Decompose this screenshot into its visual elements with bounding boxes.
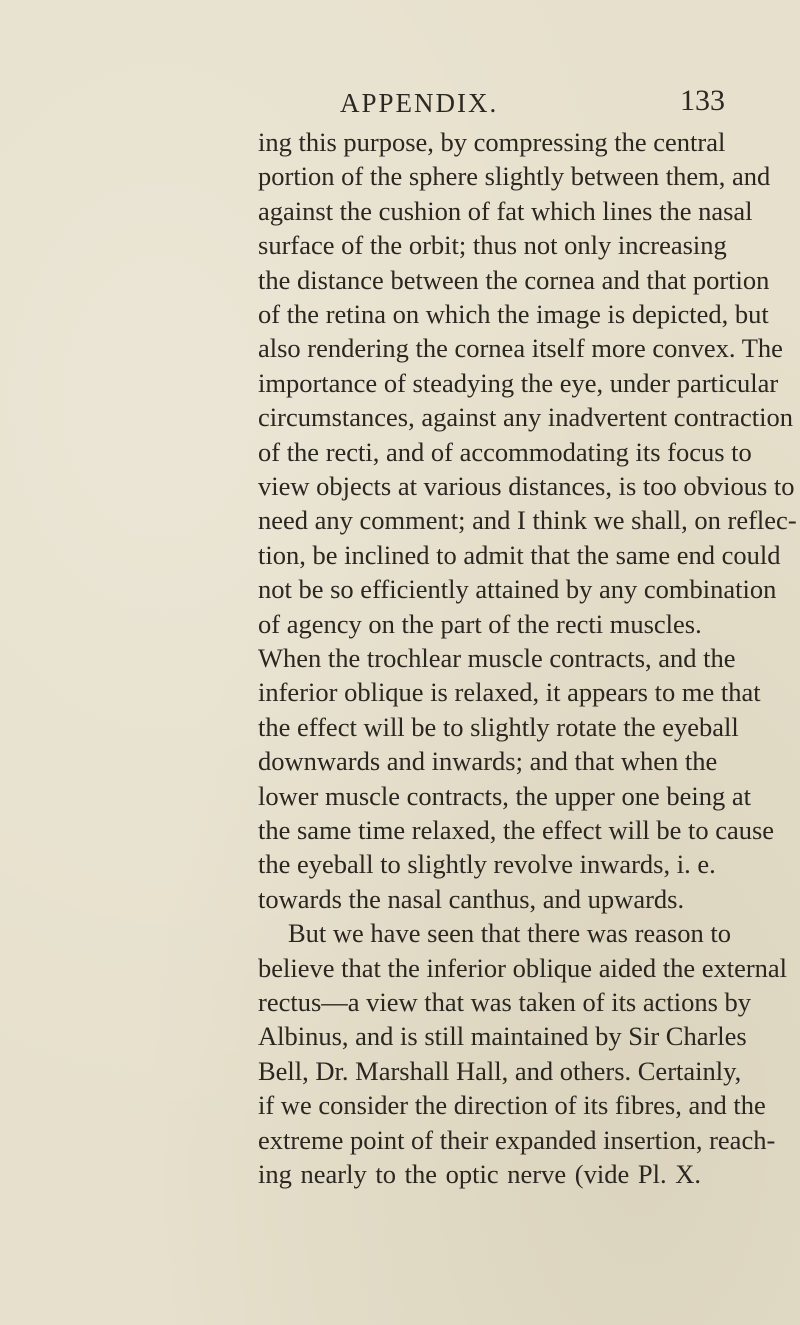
- text-line: not be so efficiently attained by any combination: [258, 574, 777, 605]
- text-line: view objects at various distances, is too obvious to: [258, 471, 795, 501]
- text-line: the same time relaxed, the effect will be to cause: [258, 815, 775, 845]
- text-line: importance of steadying the eye, under particular: [258, 367, 779, 398]
- text-line: towards the nasal canthus, and upwards.: [258, 883, 685, 914]
- text-line: believe that the inferior oblique aided the external: [258, 952, 788, 983]
- text-line: if we consider the direction of its fibres, and the: [258, 1090, 766, 1121]
- text-line: need any comment; and I think we shall, on reflec-: [258, 505, 797, 536]
- text-line: surface of the orbit; thus not only increasing: [258, 230, 727, 261]
- text-line: the distance between the cornea and that portion: [258, 264, 770, 295]
- text-line: also rendering the cornea itself more convex. The: [258, 333, 783, 364]
- text-line: downwards and inwards; and that when the: [258, 746, 718, 777]
- text-line: ing nearly to the optic nerve (vide Pl. X.: [258, 1159, 701, 1189]
- running-head: APPENDIX.: [340, 88, 499, 118]
- text-line: inferior oblique is relaxed, it appears to me that: [258, 677, 761, 708]
- text-line: against the cushion of fat which lines the nasal: [258, 195, 753, 226]
- text-line: the eyeball to slightly revolve inwards, i. e.: [258, 849, 716, 880]
- text-line: portion of the sphere slightly between them, and: [258, 161, 771, 192]
- text-line: When the trochlear muscle contracts, and the: [258, 643, 736, 673]
- text-line: Bell, Dr. Marshall Hall, and others. Certainly,: [258, 1055, 742, 1086]
- text-line: of agency on the part of the recti muscles.: [258, 608, 702, 639]
- text-line: rectus—a view that was taken of its actions by: [258, 987, 752, 1017]
- text-line: circumstances, against any inadvertent contraction: [258, 402, 793, 433]
- text-line: tion, be inclined to admit that the same end could: [258, 539, 781, 570]
- text-line: Albinus, and is still maintained by Sir Charles: [258, 1021, 747, 1052]
- text-line: extreme point of their expanded insertion, reach-: [258, 1124, 776, 1155]
- text-line: But we have seen that there was reason to: [288, 918, 731, 949]
- page-number: 133: [680, 84, 725, 117]
- text-line: ing this purpose, by compressing the central: [258, 127, 726, 157]
- text-line: of the retina on which the image is depicted, but: [258, 299, 769, 329]
- text-line: the effect will be to slightly rotate the eyeball: [258, 711, 739, 742]
- text-line: of the recti, and of accommodating its focus to: [258, 436, 752, 467]
- text-line: lower muscle contracts, the upper one being at: [258, 780, 752, 811]
